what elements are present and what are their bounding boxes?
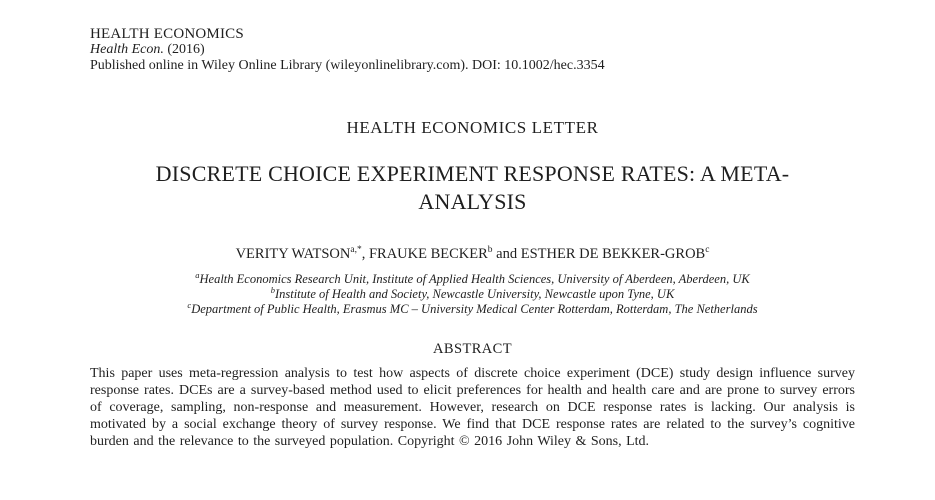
affiliation-marker: a [195,269,200,280]
journal-citation [90,42,855,58]
author-separator: , [361,246,369,262]
abstract-heading: ABSTRACT [433,341,512,357]
author-affiliation-marker: b [487,245,493,256]
author-name: FRAUKE BECKER [368,246,488,262]
affiliation-line [90,299,855,317]
author-name: ESTHER DE BEKKER-GROB [520,246,706,262]
author-affiliation-marker: a,* [350,245,362,256]
affiliation-line [90,269,855,287]
article-title: DISCRETE CHOICE EXPERIMENT RESPONSE RATES: A META-ANALYSIS [155,161,790,214]
affiliation-text: Department of Public Health, Erasmus MC – University Medical Center Rotterdam, Rotterdam, The Netherlands [191,302,758,316]
affiliation-text: Health Economics Research Unit, Institute of Applied Health Sciences, University of Aberdeen, Aberdeen, UK [199,272,750,286]
journal-header [90,26,855,74]
author-name: VERITY WATSON [235,246,351,262]
author-affiliation-marker: c [705,245,710,256]
affiliations [90,269,855,317]
section-heading: HEALTH ECONOMICS LETTER [346,118,599,137]
paper-content [90,26,855,450]
journal-citation-abbrev: Health Econ. [90,42,164,57]
published-doi-line: Published online in Wiley Online Library (wileyonlinelibrary.com). DOI: 10.1002/hec.3354 [90,58,605,73]
abstract-text: This paper uses meta-regression analysis to test how aspects of discrete choice experiment (DCE) study design influence survey response rates. DCEs are a survey-based method used to elicit preferences for health and health care and are prone to survey errors of coverage, sampling, non-response and measurement. However, research on DCE response rates is lacking. Our analysis is motivated by a social exchange theory of survey response. We find that DCE response rates are related to the survey’s cognitive burden and the relevance to the surveyed population. Copyright © 2016 John Wiley & Sons, Ltd. [90,366,855,449]
affiliation-line [90,284,855,302]
affiliation-marker: c [187,299,192,310]
author-separator: and [492,246,521,262]
affiliation-marker: b [270,284,275,295]
journal-citation-year: (2016) [163,42,205,57]
authors-line [90,246,855,263]
affiliation-text: Institute of Health and Society, Newcastle University, Newcastle upon Tyne, UK [274,287,675,301]
journal-name: HEALTH ECONOMICS [90,26,244,42]
